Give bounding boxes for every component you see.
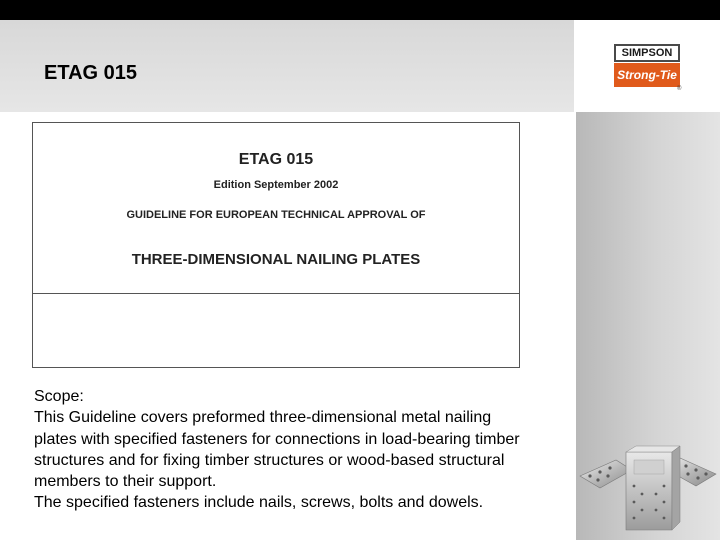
metal-hanger-bracket-photo-icon	[576, 430, 720, 540]
logo-wordmark-bottom: Strong-Tie	[614, 63, 680, 87]
logo-wordmark-top: SIMPSON	[614, 44, 680, 62]
slide-title: ETAG 015	[44, 62, 137, 84]
scope-heading: Scope:	[34, 388, 84, 405]
registered-mark: ®	[677, 86, 682, 92]
brand-logo	[614, 44, 680, 88]
scope-fasteners: The specified fasteners include nails, screws, bolts and dowels.	[34, 494, 484, 512]
cover-edition: Edition September 2002	[213, 179, 339, 191]
document-cover-image	[32, 122, 520, 368]
cover-divider	[33, 293, 519, 294]
title-bar	[0, 20, 576, 112]
cover-subject: THREE-DIMENSIONAL NAILING PLATES	[131, 251, 421, 268]
scope-paragraph: This Guideline covers preformed three-dimensional metal nailing plates with specified fasteners for connections in load-bearing timber structures and for fixing timber structures or wood-based structural members to their support.	[34, 409, 520, 491]
scope-section	[34, 386, 534, 514]
top-black-band	[0, 0, 720, 20]
cover-code: ETAG 015	[238, 151, 314, 168]
cover-guideline: GUIDELINE FOR EUROPEAN TECHNICAL APPROVAL OF	[126, 209, 426, 221]
